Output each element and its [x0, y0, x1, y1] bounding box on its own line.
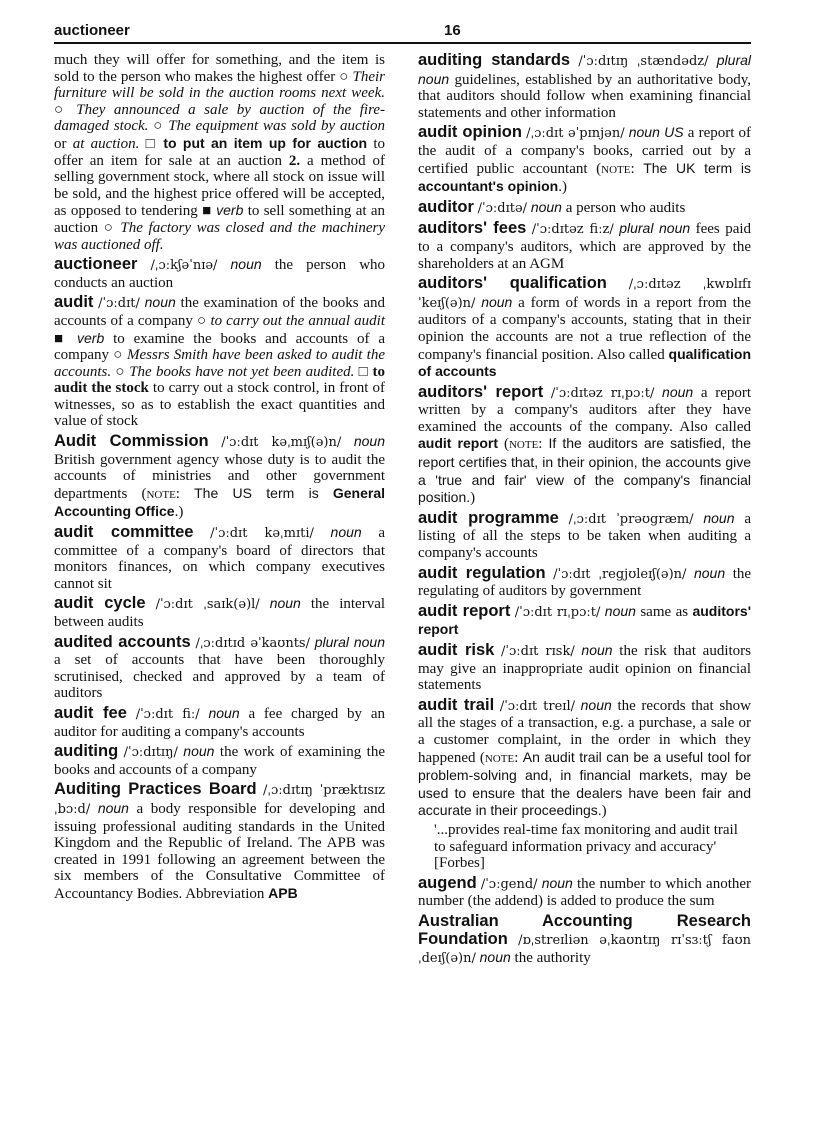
headword: audit regulation [418, 563, 546, 582]
entry-australian-accounting-research-foundation: Australian Accounting Research Foundation /ɒˌstreɪliən əˌkaʊntɪŋ rɪˈsɜːtʃ faʊnˌdeɪʃ(ə)n/ noun the authority [418, 911, 751, 967]
headword: audit fee [54, 703, 127, 722]
entry-auditors-fees: auditors' fees /ˈɔːdɪtəz fiːz/ plural noun fees paid to a company's auditors, which are approved by the shareholders at an AGM [418, 219, 752, 272]
citation-quote: '...provides real-time fax monitoring and audit trail to safeguard information privacy and accuracy' [Forbes] [434, 821, 738, 872]
entry-auditors-report: auditors' report /ˈɔːdɪtəz rɪˌpɔːt/ noun a report written by a company's auditors after they have examined the accounts of the company. Also called audit report (NOTE: If the auditors are satisfied, the report certifies that, in their opinion, the accounts give a 'true and fair' view of the company's financial position.) [418, 382, 752, 507]
entry-audited-accounts: audited accounts /ˌɔːdɪtɪd əˈkaʊnts/ plural noun a set of accounts that have been thoroughly scrutinised, checked and approved by a team of auditors [54, 632, 385, 702]
entry-augend: augend /ˈɔːgend/ noun the number to which another number (the addend) is added to produce the sum [418, 873, 752, 910]
headword: auditing standards [418, 51, 571, 69]
headword: auctioneer [54, 255, 138, 274]
entry-audit-committee: audit committee /ˈɔːdɪt kəˌmɪti/ noun a committee of a company's board of directors that monitors finances, on which company executives cannot sit [54, 523, 386, 592]
cross-reference: auditors' report [418, 602, 752, 638]
phrase: to put an item up for auction [163, 134, 368, 151]
headword: audit [54, 293, 94, 312]
headword: audit opinion [418, 123, 522, 142]
entry-auction-continued: much they will offer for something, and the item is sold to the person who makes the highest offer ○ Their furniture will be sold in the auction rooms next week. ○ They announced a sale by auction of the fire-damaged stock. ○ The equipment was sold by auction or at auction. □ to put an item up for auction to offer an item for sale at an auction 2. a method of selling government stock, where all stock on issue will be sold, and the highest price offered will be accepted, as opposed to tendering ■ verb to sell something at an auction ○ The factory was closed and the machinery was auctioned off. [54, 52, 386, 253]
running-header [54, 22, 751, 44]
headword: audit committee [54, 523, 194, 542]
phrase: to audit the stock [54, 363, 386, 397]
entry-auditors-qualification: auditors' qualification /ˌɔːdɪtəz ˌkwɒlɪfɪˈkeɪʃ(ə)n/ noun a form of words in a report from the auditors of a company's accounts, stating that in their opinion the accounts are not a true reflection of the company's financial position. Also called qualification of accounts [418, 274, 751, 380]
entry-audit-fee: audit fee /ˈɔːdɪt fiː/ noun a fee charged by an auditor for auditing a company's accounts [54, 703, 386, 740]
headword: audit programme [418, 508, 559, 527]
entry-auditing-practices-board: Auditing Practices Board /ˌɔːdɪtɪŋ ˈpræktɪsɪz ˌbɔːd/ noun a body responsible for developing and issuing professional auditing standards in the United Kingdom and the Republic of Ireland. The APB was created in 1991 following an agreement between the six members of the Consultative Committee of Accountancy Bodies. Abbreviation APB [54, 780, 386, 902]
entry-audit-cycle: audit cycle /ˈɔːdɪt ˌsaɪk(ə)l/ noun the interval between audits [54, 594, 386, 630]
headword: Auditing Practices Board [54, 780, 257, 799]
headword: Australian Accounting Research Foundation [418, 911, 751, 948]
headword: audit cycle [54, 594, 146, 613]
entry-auditor: auditor /ˈɔːdɪtə/ noun a person who audits [418, 197, 686, 216]
headword: audit trail [418, 695, 495, 714]
entry-audit-trail: audit trail /ˈɔːdɪt treɪl/ noun the records that show all the stages of a transaction, e.g. a purchase, a sale or a customer complaint, in the order in which they happened (NOTE: An audit trail can be a useful tool for problem-solving and, in financial markets, may be used to ensure that the dealers have been fair and accurate in their proceedings.) '...provides real-time fax monitoring and audit trail to safeguard information privacy and accuracy' [Forbes] [418, 695, 752, 872]
headword: auditors' qualification [418, 274, 607, 293]
headword: Audit Commission [54, 432, 209, 451]
entry-audit-opinion: audit opinion /ˌɔːdɪt əˈpɪnjən/ noun US a report of the audit of a company's books, carried out by a certified public accountant (NOTE: The UK term is accountant's opinion.) [418, 123, 752, 196]
headword: auditing [54, 742, 119, 761]
entry-audit-report: audit report /ˈɔːdɪt rɪˌpɔːt/ noun same as auditors' report [418, 601, 752, 638]
right-column [418, 52, 751, 971]
entry-audit: audit /ˈɔːdɪt/ noun the examination of the books and accounts of a company ○ to carry out the annual audit ■ verb to examine the books and accounts of a company ○ Messrs Smith have been asked to audit the accounts. ○ The books have not yet been audited. □ to audit the stock to carry out a stock control, in front of witnesses, so as to establish the exact quantities and value of stock [54, 293, 386, 430]
left-column [54, 52, 385, 906]
page-number: 16 [444, 22, 461, 39]
headword: audit risk [418, 641, 495, 659]
headword: augend [418, 873, 477, 892]
headword: auditor [418, 197, 474, 216]
entry-auctioneer: auctioneer /ˌɔːkʃəˈnɪə/ noun the person who conducts an auction [54, 255, 386, 291]
entry-audit-programme: audit programme /ˌɔːdɪt ˈprəʊgræm/ noun a listing of all the steps to be taken when auditing a company's accounts [418, 508, 752, 562]
headword: auditors' fees [418, 219, 527, 238]
entry-audit-risk: audit risk /ˈɔːdɪt rɪsk/ noun the risk that auditors may give an inappropriate audit opinion on financial statements [418, 641, 752, 694]
entry-audit-commission: Audit Commission /ˈɔːdɪt kəˌmɪʃ(ə)n/ noun British government agency whose duty is to audit the accounts of ministries and other government departments (NOTE: The US term is General Accounting Office.) [54, 432, 385, 521]
headword: auditors' report [418, 382, 544, 401]
running-head-word: auctioneer [54, 22, 130, 39]
headword: audited accounts [54, 632, 191, 651]
headword: audit report [418, 601, 511, 620]
entry-auditing-standards: auditing standards /ˈɔːdɪtɪŋ ˌstændədz/ plural noun guidelines, established by an authoritative body, that auditors should follow when examining financial statements and other information [418, 51, 752, 121]
entry-auditing: auditing /ˈɔːdɪtɪŋ/ noun the work of examining the books and accounts of a company [54, 742, 386, 778]
entry-audit-regulation: audit regulation /ˈɔːdɪt ˌregjʊleɪʃ(ə)n/ noun the regulating of auditors by government [418, 563, 752, 600]
header-rule [54, 42, 751, 44]
